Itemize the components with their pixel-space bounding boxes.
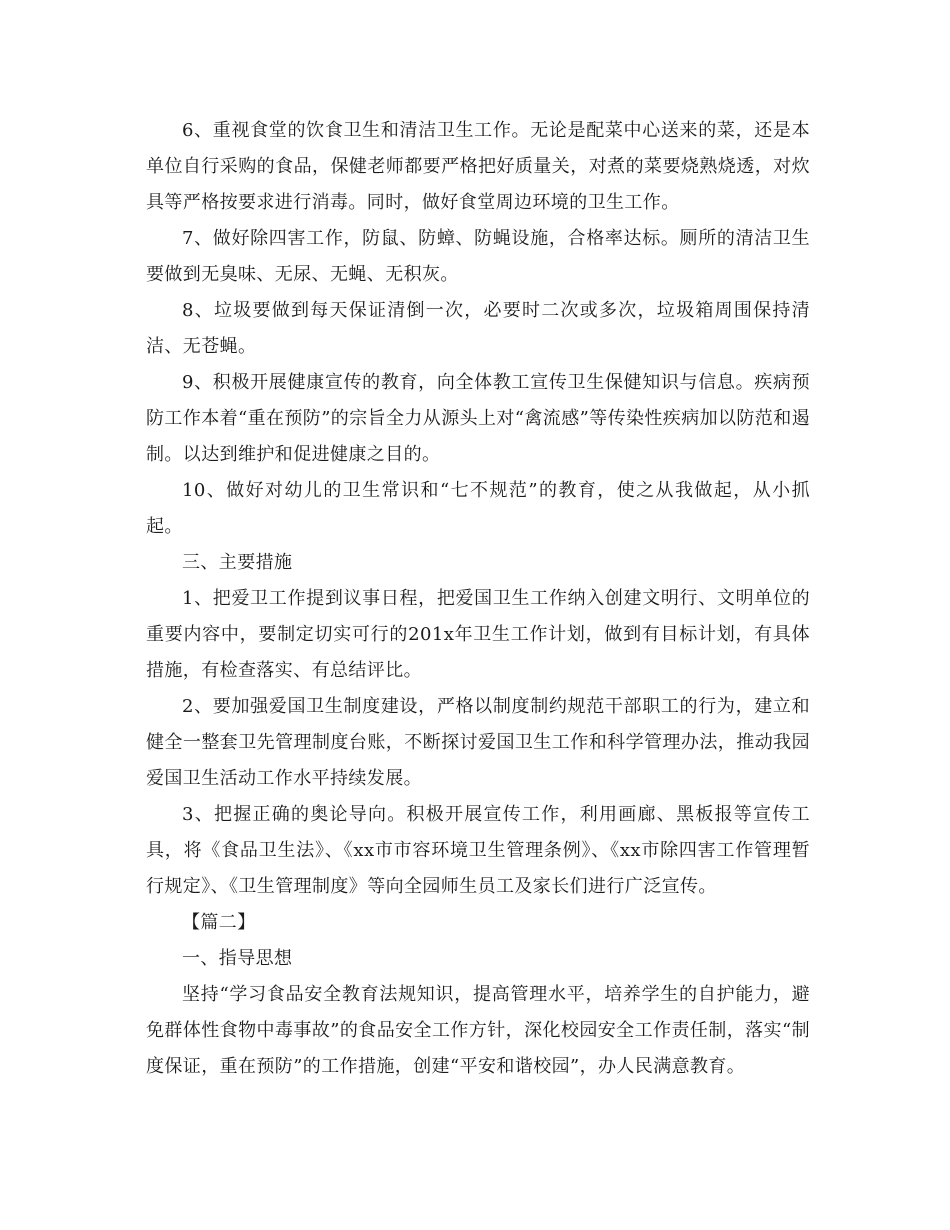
part-two-heading: 【篇二】 bbox=[182, 912, 256, 933]
guiding-ideology-paragraph: 坚持“学习食品安全教育法规知识，提高管理水平，培养学生的自护能力，避免群体性食物中毒事故”的食品安全工作方针，深化校园安全工作责任制，落实“制度保证，重在预防”的工作措施，创建“平安和谐校园”，办人民满意教育。 bbox=[146, 984, 810, 1077]
paragraph-6-canteen-hygiene: 6、重视食堂的饮食卫生和清洁卫生工作。无论是配菜中心送来的菜，还是本单位自行采购的食品，保健老师都要严格把好质量关，对煮的菜要烧熟烧透，对炊具等严格按要求进行消毒。同时，做好食堂周边环境的卫生工作。 bbox=[146, 120, 810, 213]
paragraph-10-child-hygiene: 10、做好对幼儿的卫生常识和“七不规范”的教育，使之从我做起，从小抓起。 bbox=[146, 480, 810, 537]
paragraph-9-health-education: 9、积极开展健康宣传的教育，向全体教工宣传卫生保健知识与信息。疾病预防工作本着“重在预防”的宗旨全力从源头上对“禽流感”等传染性疾病加以防范和遏制。以达到维护和促进健康之目的。 bbox=[146, 372, 811, 465]
document-body bbox=[146, 113, 810, 1085]
paragraph-8-garbage: 8、垃圾要做到每天保证清倒一次，必要时二次或多次，垃圾箱周围保持清洁、无苍蝇。 bbox=[146, 300, 810, 357]
section-heading-guiding-ideology: 一、指导思想 bbox=[182, 948, 293, 969]
measure-2-system-building: 2、要加强爱国卫生制度建设，严格以制度制约规范干部职工的行为，建立和健全一整套卫先管理制度台账，不断探讨爱国卫生工作和科学管理办法，推动我园爱国卫生活动工作水平持续发展。 bbox=[146, 696, 810, 789]
measure-1-agenda: 1、把爱卫工作提到议事日程，把爱国卫生工作纳入创建文明行、文明单位的重要内容中，要制定切实可行的201x年卫生工作计划，做到有目标计划，有具体措施，有检查落实、有总结评比。 bbox=[146, 588, 810, 681]
measure-3-publicity: 3、把握正确的奥论导向。积极开展宣传工作，利用画廊、黑板报等宣传工具，将《食品卫生法》、《xx市市容环境卫生管理条例》、《xx市除四害工作管理暂行规定》、《卫生管理制度》等向全园师生员工及家长们进行广泛宣传。 bbox=[146, 804, 810, 897]
section-heading-main-measures: 三、主要措施 bbox=[182, 552, 293, 573]
paragraph-7-pest-control: 7、做好除四害工作，防鼠、防蟑、防蝇设施，合格率达标。厕所的清洁卫生要做到无臭味、无尿、无蝇、无积灰。 bbox=[146, 228, 810, 285]
